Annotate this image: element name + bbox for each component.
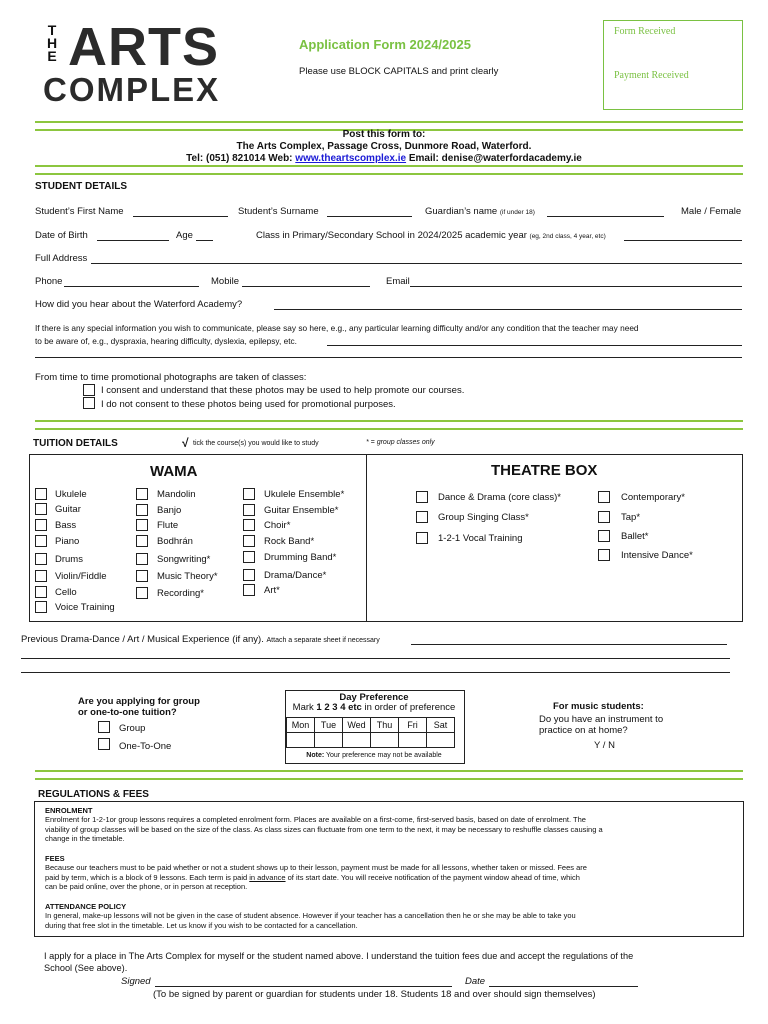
enrolment-heading: ENROLMENT xyxy=(45,806,93,815)
course-label: Flute xyxy=(157,520,179,531)
day-preference-input[interactable] xyxy=(427,733,455,748)
logo-letter: H xyxy=(46,35,58,51)
office-use-box xyxy=(603,20,743,110)
tuition-type-question: Are you applying for group xyxy=(78,696,200,707)
course-checkbox[interactable] xyxy=(136,488,148,500)
post-email: Email: denise@waterfordacademy.ie xyxy=(406,153,582,164)
course-checkbox[interactable] xyxy=(243,519,255,531)
course-label: Drums xyxy=(55,554,83,565)
course-checkbox[interactable] xyxy=(136,570,148,582)
hear-about-field[interactable] xyxy=(274,309,742,310)
course-checkbox[interactable] xyxy=(35,570,47,582)
form-subtitle: Please use BLOCK CAPITALS and print clearly xyxy=(299,66,499,77)
hear-about-label: How did you hear about the Waterford Academy? xyxy=(35,299,243,310)
day-pref-instruction xyxy=(285,702,463,713)
guardian-label xyxy=(425,206,535,217)
date-label: Date xyxy=(465,976,486,987)
day-header: Wed xyxy=(343,718,371,733)
course-checkbox[interactable] xyxy=(243,569,255,581)
music-students-title: For music students: xyxy=(553,701,644,712)
dob-field[interactable] xyxy=(97,240,169,241)
tuition-heading: TUITION DETAILS xyxy=(33,438,118,449)
course-label: Drama/Dance* xyxy=(264,570,327,581)
course-label: Banjo xyxy=(157,505,182,516)
course-label: Group Singing Class* xyxy=(438,512,529,523)
course-label: Ukulele Ensemble* xyxy=(264,489,345,500)
photo-no-consent-label: I do not consent to these photos being used for promotional purposes. xyxy=(101,399,396,410)
school-class-label xyxy=(256,230,606,241)
photo-no-consent-checkbox[interactable] xyxy=(83,397,95,409)
guardian-note: (if under 18) xyxy=(499,209,535,216)
course-label: Recording* xyxy=(157,588,204,599)
payment-received-label: Payment Received xyxy=(614,70,689,81)
instrument-yes-no[interactable]: Y / N xyxy=(594,740,615,751)
course-label: Intensive Dance* xyxy=(621,550,693,561)
attendance-line: during that free slot in the timetable. Let us know if you wish to be contacted for a cancellation. xyxy=(45,920,358,930)
group-note: * = group classes only xyxy=(366,439,435,446)
day-preference-input[interactable] xyxy=(287,733,315,748)
course-label: Ballet* xyxy=(621,531,649,542)
course-label: Rock Band* xyxy=(264,536,315,547)
course-checkbox[interactable] xyxy=(416,532,428,544)
one-to-one-label: One-To-One xyxy=(119,741,172,752)
experience-field[interactable] xyxy=(411,644,727,645)
tick-note: tick the course(s) you would like to study xyxy=(193,440,319,447)
course-checkbox[interactable] xyxy=(35,586,47,598)
day-header: Thu xyxy=(371,718,399,733)
mobile-label: Mobile xyxy=(211,276,239,287)
day-preference-input[interactable] xyxy=(399,733,427,748)
logo-arts: ARTS xyxy=(68,17,219,77)
course-checkbox[interactable] xyxy=(416,491,428,503)
course-checkbox[interactable] xyxy=(136,553,148,565)
special-info-label: If there is any special information you wish to communicate, please say so here, e.g., any particular learning difficulty and/or any condition that the teacher may need xyxy=(35,323,639,333)
note-text: Your preference may not be available xyxy=(324,752,442,759)
course-label: Mandolin xyxy=(157,489,196,500)
day-header: Fri xyxy=(399,718,427,733)
post-address: The Arts Complex, Passage Cross, Dunmore Road, Waterford. xyxy=(236,141,532,152)
student-details-heading: STUDENT DETAILS xyxy=(35,181,128,192)
course-checkbox[interactable] xyxy=(598,549,610,561)
age-label: Age xyxy=(176,230,193,241)
special-info-field[interactable] xyxy=(327,345,742,346)
fees-line-b: of its start date. You will receive notification of the payment window ahead of time, which xyxy=(285,872,580,882)
surname-field[interactable] xyxy=(327,216,412,217)
experience-field-2[interactable] xyxy=(21,658,730,659)
mark-pre: Mark xyxy=(292,702,317,713)
day-preference-input[interactable] xyxy=(343,733,371,748)
group-label: Group xyxy=(119,723,146,734)
address-field[interactable] xyxy=(91,263,742,264)
course-checkbox[interactable] xyxy=(35,601,47,613)
course-label: Piano xyxy=(55,536,80,547)
course-checkbox[interactable] xyxy=(243,504,255,516)
course-label: Bodhrán xyxy=(157,536,193,547)
divider xyxy=(35,770,743,780)
school-class-note: (eg, 2nd class, 4 year, etc) xyxy=(529,233,606,240)
mark-post: in order of preference xyxy=(361,702,456,713)
post-heading: Post this form to: xyxy=(342,129,426,140)
group-checkbox[interactable] xyxy=(98,721,110,733)
photo-consent-label: I consent and understand that these photos may be used to help promote our courses. xyxy=(101,385,465,396)
in-advance: in advance xyxy=(249,872,286,882)
guardian-text: Guardian’s name xyxy=(425,206,498,217)
attendance-text xyxy=(45,911,721,930)
address-label: Full Address xyxy=(35,253,88,264)
course-checkbox[interactable] xyxy=(598,491,610,503)
guardian-field[interactable] xyxy=(547,216,664,217)
course-checkbox[interactable] xyxy=(243,584,255,596)
divider xyxy=(35,165,743,175)
special-info-field-2[interactable] xyxy=(35,357,742,358)
course-checkbox[interactable] xyxy=(416,511,428,523)
course-label: Art* xyxy=(264,585,280,596)
first-name-field[interactable] xyxy=(133,216,228,217)
course-checkbox[interactable] xyxy=(136,519,148,531)
course-checkbox[interactable] xyxy=(35,553,47,565)
course-label: Drumming Band* xyxy=(264,552,337,563)
form-received-label: Form Received xyxy=(614,26,676,37)
fees-line: Because our teachers must to be paid whether or not a student shows up to their lesson, payment must be made for all lessons, whether taken or missed. Fees are xyxy=(45,863,587,872)
declaration: I apply for a place in The Arts Complex for myself or the student named above. I understand the tuition fees due and accept the regulations of the xyxy=(44,951,634,961)
course-label: Bass xyxy=(55,520,77,531)
experience-text: Previous Drama-Dance / Art / Musical Experience (if any). xyxy=(21,634,264,645)
attendance-heading: ATTENDANCE POLICY xyxy=(45,902,127,911)
course-label: Ukulele xyxy=(55,489,87,500)
instrument-question-2: practice on at home? xyxy=(539,725,628,736)
course-label: Songwriting* xyxy=(157,554,211,565)
mobile-field[interactable] xyxy=(242,286,370,287)
course-checkbox[interactable] xyxy=(243,535,255,547)
school-class-field[interactable] xyxy=(624,240,742,241)
one-to-one-checkbox[interactable] xyxy=(98,738,110,750)
day-preference-input[interactable] xyxy=(371,733,399,748)
fees-text xyxy=(45,863,721,892)
day-pref-note xyxy=(285,752,463,759)
day-preference-table xyxy=(286,717,455,748)
fees-line-a: paid by term, which is a block of 9 lessons. Each term is paid xyxy=(45,872,250,882)
note-bold: Note: xyxy=(306,752,325,759)
course-label: Choir* xyxy=(264,520,291,531)
attendance-line: In general, make-up lessons will not be given in the case of student absence. However if your teacher has a cancellation then he or she may be able to take you xyxy=(45,911,576,920)
phone-field[interactable] xyxy=(64,286,199,287)
theatre-box-heading: THEATRE BOX xyxy=(491,462,598,479)
course-label: Voice Training xyxy=(55,602,115,613)
wama-heading: WAMA xyxy=(150,463,198,480)
mark-bold: 1 2 3 4 etc xyxy=(316,702,362,713)
school-class-text: Class in Primary/Secondary School in 2024/2025 academic year xyxy=(256,230,527,241)
fees-line: can be paid online, over the phone, or in person at reception. xyxy=(45,882,248,891)
post-tel: Tel: (051) 821014 Web: xyxy=(186,153,296,164)
day-pref-title: Day Preference xyxy=(339,692,409,703)
gender-option[interactable]: Male / Female xyxy=(681,206,742,217)
special-info-label-2: to be aware of, e.g., dyspraxia, hearing difficulty, dyslexia, epilepsy, etc. xyxy=(35,336,297,346)
course-checkbox[interactable] xyxy=(136,504,148,516)
course-checkbox[interactable] xyxy=(243,551,255,563)
course-checkbox[interactable] xyxy=(598,511,610,523)
experience-field-3[interactable] xyxy=(21,672,730,673)
date-field[interactable] xyxy=(489,986,638,987)
fees-line xyxy=(45,873,721,883)
logo-complex: COMPLEX xyxy=(43,71,221,108)
logo-letter: E xyxy=(47,48,57,64)
regulations-heading: REGULATIONS & FEES xyxy=(38,789,149,800)
course-checkbox[interactable] xyxy=(243,488,255,500)
dob-label: Date of Birth xyxy=(35,230,88,241)
logo-letter: T xyxy=(47,22,57,38)
declaration-2: School (See above). xyxy=(44,963,128,973)
course-label: Dance & Drama (core class)* xyxy=(438,492,562,503)
day-header: Tue xyxy=(315,718,343,733)
course-label: Music Theory* xyxy=(157,571,218,582)
form-title: Application Form 2024/2025 xyxy=(299,37,471,52)
course-checkbox[interactable] xyxy=(35,519,47,531)
photo-intro: From time to time promotional photographs are taken of classes: xyxy=(35,372,307,383)
post-contacts xyxy=(0,153,768,164)
course-label: Cello xyxy=(55,587,77,598)
tuition-type-question-2: or one-to-one tuition? xyxy=(78,707,177,718)
signed-label: Signed xyxy=(121,976,151,987)
course-label: Guitar xyxy=(55,504,81,515)
signature-note: (To be signed by parent or guardian for students under 18. Students 18 and over should sign themselves) xyxy=(153,989,596,1000)
fees-heading: FEES xyxy=(45,854,65,863)
course-checkbox[interactable] xyxy=(136,535,148,547)
day-preference-input[interactable] xyxy=(315,733,343,748)
photo-consent-checkbox[interactable] xyxy=(83,384,95,396)
day-header: Sat xyxy=(427,718,455,733)
experience-label xyxy=(21,634,380,645)
enrolment-line: change in the timetable. xyxy=(45,834,125,843)
course-checkbox[interactable] xyxy=(598,530,610,542)
email-label: Email xyxy=(386,276,410,287)
phone-label: Phone xyxy=(35,276,63,287)
experience-note: Attach a separate sheet if necessary xyxy=(266,637,380,644)
signature-field[interactable] xyxy=(155,986,452,987)
email-field[interactable] xyxy=(410,286,742,287)
course-label: Contemporary* xyxy=(621,492,685,503)
course-checkbox[interactable] xyxy=(35,535,47,547)
enrolment-text xyxy=(45,815,721,844)
first-name-label: Student’s First Name xyxy=(35,206,124,217)
enrolment-line: viability of group classes will be based on the size of the class. As class sizes can fluctuate from one term to the next, it may be necessary to reshuffle classes causing a xyxy=(45,824,603,834)
day-header: Mon xyxy=(287,718,315,733)
course-label: Guitar Ensemble* xyxy=(264,505,339,516)
course-checkbox[interactable] xyxy=(35,488,47,500)
course-label: Violin/Fiddle xyxy=(55,571,107,582)
divider xyxy=(35,420,743,430)
website-link[interactable]: www.theartscomplex.ie xyxy=(295,153,407,164)
instrument-question: Do you have an instrument to xyxy=(539,714,664,725)
tick-mark-icon: √ xyxy=(182,436,189,450)
course-checkbox[interactable] xyxy=(35,503,47,515)
enrolment-line: Enrolment for 1-2-1or group lessons requires a completed enrolment form. Places are available on a first-come, first-served basis, based on date of enrolment. The xyxy=(45,815,586,824)
course-divider xyxy=(366,454,367,622)
age-field[interactable] xyxy=(196,240,213,241)
course-label: 1-2-1 Vocal Training xyxy=(438,533,523,544)
course-label: Tap* xyxy=(621,512,641,523)
surname-label: Student’s Surname xyxy=(238,206,319,217)
course-checkbox[interactable] xyxy=(136,587,148,599)
